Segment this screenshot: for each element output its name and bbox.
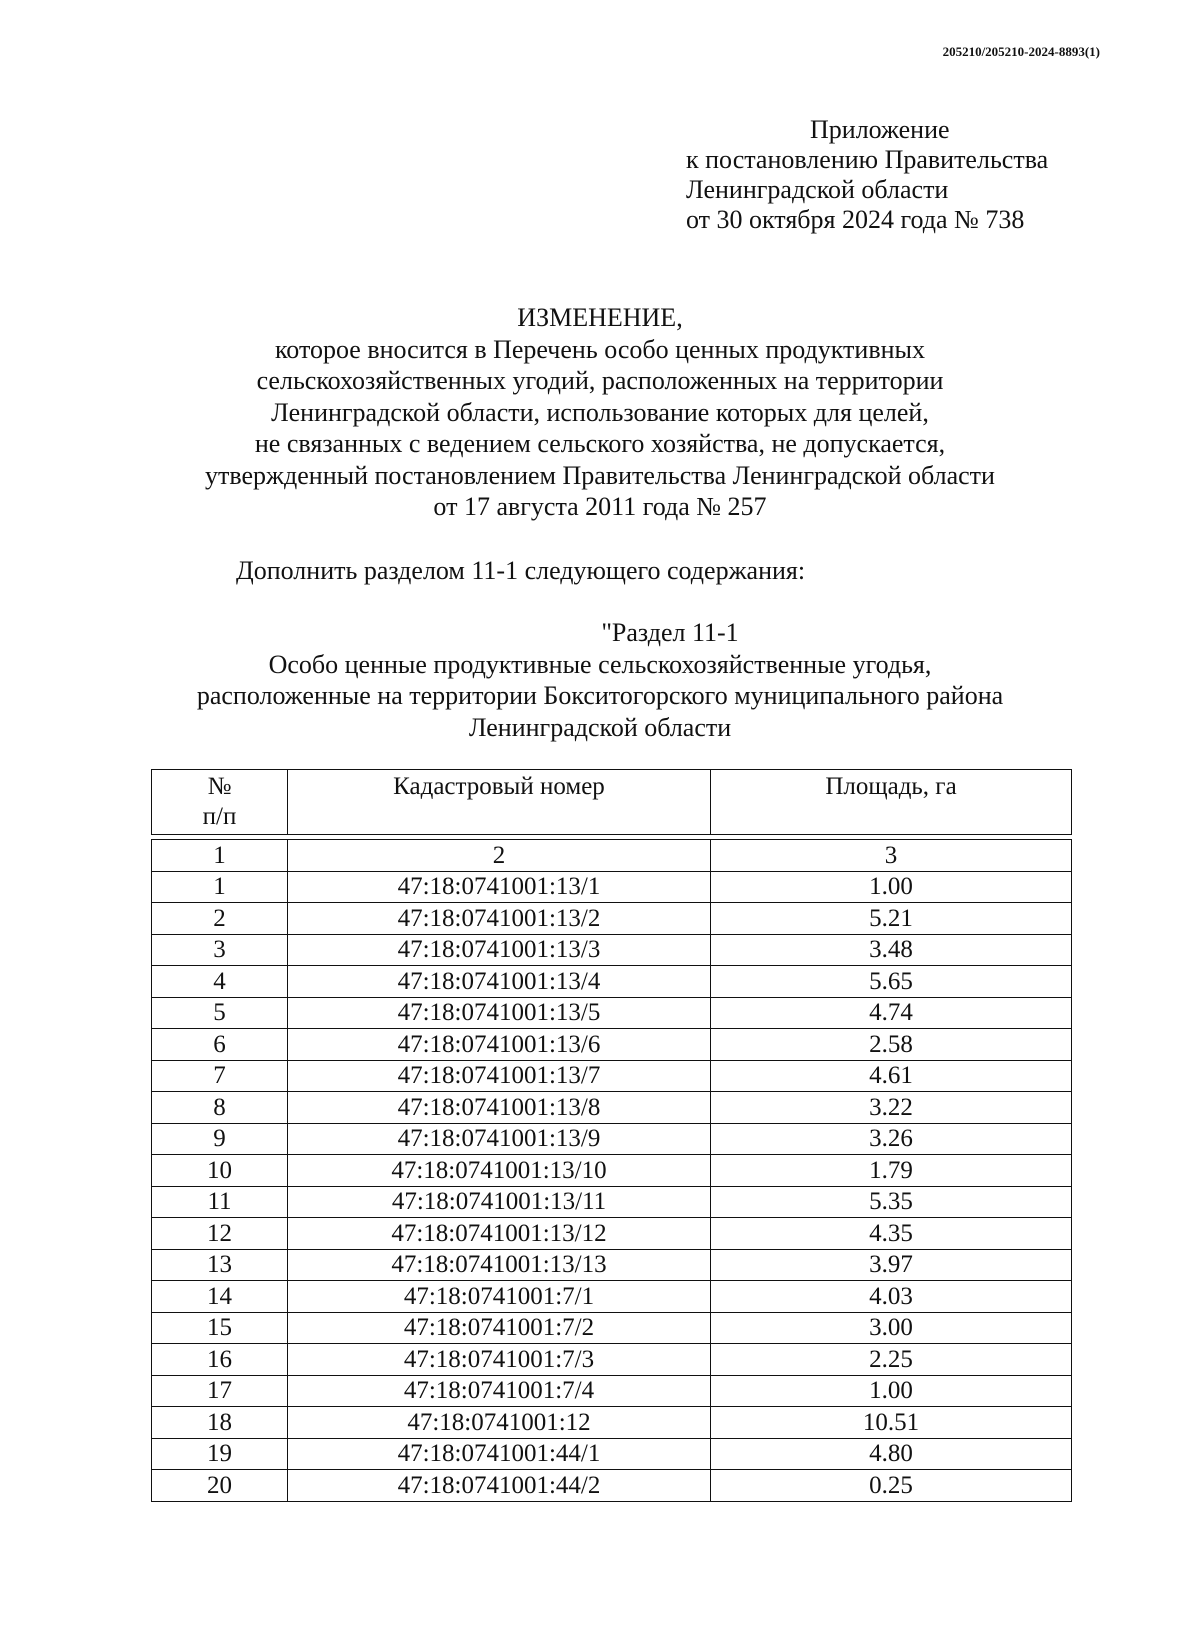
cadastral-number: 47:18:0741001:7/4	[288, 1375, 711, 1407]
table-row	[152, 1249, 1072, 1281]
title-line: которое вносится в Перечень особо ценных продуктивных	[275, 334, 925, 364]
area-value: 0.25	[711, 1470, 1072, 1502]
row-number: 14	[152, 1281, 288, 1313]
area-value: 5.21	[711, 903, 1072, 935]
cadastral-number: 47:18:0741001:13/2	[288, 903, 711, 935]
row-number: 13	[152, 1249, 288, 1281]
table-row	[152, 1029, 1072, 1061]
area-value: 1.79	[711, 1155, 1072, 1187]
cadastral-number: 47:18:0741001:13/4	[288, 966, 711, 998]
area-value: 10.51	[711, 1407, 1072, 1439]
header-number-symbol: №	[207, 773, 232, 800]
area-value: 3.22	[711, 1092, 1072, 1124]
table-row	[152, 871, 1072, 903]
document-title	[100, 302, 1100, 523]
row-number: 15	[152, 1312, 288, 1344]
row-number: 1	[152, 871, 288, 903]
row-number: 7	[152, 1060, 288, 1092]
cadastral-number: 47:18:0741001:13/12	[288, 1218, 711, 1250]
table-body	[151, 839, 1072, 1502]
area-value: 3.26	[711, 1123, 1072, 1155]
cadastral-number: 47:18:0741001:13/3	[288, 934, 711, 966]
section-title	[100, 617, 1100, 743]
cadastral-number: 47:18:0741001:13/7	[288, 1060, 711, 1092]
section-heading: "Раздел 11-1	[601, 618, 739, 647]
cadastral-number: 47:18:0741001:13/5	[288, 997, 711, 1029]
table-row	[152, 1123, 1072, 1155]
area-value: 4.35	[711, 1218, 1072, 1250]
column-number: 2	[288, 840, 711, 872]
column-number: 1	[152, 840, 288, 872]
cadastral-number: 47:18:0741001:44/2	[288, 1470, 711, 1502]
table-row	[152, 966, 1072, 998]
area-value: 2.58	[711, 1029, 1072, 1061]
title-line: не связанных с ведением сельского хозяйства, не допускается,	[254, 429, 946, 458]
table-row	[152, 1281, 1072, 1313]
area-value: 3.97	[711, 1249, 1072, 1281]
row-number: 2	[152, 903, 288, 935]
area-value: 3.00	[711, 1312, 1072, 1344]
section-line: Особо ценные продуктивные сельскохозяйственные угодья,	[268, 649, 932, 679]
area-value: 5.65	[711, 966, 1072, 998]
row-number: 19	[152, 1438, 288, 1470]
row-number: 3	[152, 934, 288, 966]
header-area: Площадь, га	[711, 770, 1072, 835]
cadastral-number: 47:18:0741001:13/10	[288, 1155, 711, 1187]
title-line: от 17 августа 2011 года № 257	[433, 492, 767, 521]
cadastral-number: 47:18:0741001:7/1	[288, 1281, 711, 1313]
row-number: 16	[152, 1344, 288, 1376]
supplement-text: Дополнить разделом 11-1 следующего содержания:	[236, 556, 806, 585]
area-value: 4.74	[711, 997, 1072, 1029]
cadastral-number: 47:18:0741001:13/11	[288, 1186, 711, 1218]
section-line: Ленинградской области	[468, 712, 732, 742]
row-number: 17	[152, 1375, 288, 1407]
area-value: 3.48	[711, 934, 1072, 966]
table-row	[152, 1060, 1072, 1092]
area-value: 4.61	[711, 1060, 1072, 1092]
table-row	[152, 1407, 1072, 1439]
cadastral-number: 47:18:0741001:7/2	[288, 1312, 711, 1344]
table-row	[152, 1218, 1072, 1250]
title-heading: ИЗМЕНЕНИЕ,	[517, 303, 683, 332]
cadastral-number: 47:18:0741001:44/1	[288, 1438, 711, 1470]
cadastral-number: 47:18:0741001:13/9	[288, 1123, 711, 1155]
area-value: 1.00	[711, 871, 1072, 903]
table-row	[152, 997, 1072, 1029]
title-line: утвержденный постановлением Правительства Ленинградской области	[205, 460, 995, 490]
land-plots-table	[151, 769, 1071, 1502]
row-number: 12	[152, 1218, 288, 1250]
table-row	[152, 1155, 1072, 1187]
row-number: 9	[152, 1123, 288, 1155]
table-row	[152, 1092, 1072, 1124]
row-number: 10	[152, 1155, 288, 1187]
table-row	[152, 903, 1072, 935]
document-code: 205210/205210-2024-8893(1)	[942, 44, 1100, 59]
section-line: расположенные на территории Бокситогорского муниципального района	[196, 681, 1004, 710]
title-line: сельскохозяйственных угодий, расположенных на территории	[256, 366, 944, 395]
table-row	[152, 1312, 1072, 1344]
row-number: 20	[152, 1470, 288, 1502]
header-cadastral: Кадастровый номер	[288, 770, 711, 835]
row-number: 5	[152, 997, 288, 1029]
appendix-title: Приложение	[810, 115, 950, 144]
table-header	[151, 769, 1072, 835]
column-number: 3	[711, 840, 1072, 872]
appendix-line: от 30 октября 2024 года № 738	[686, 205, 1025, 234]
row-number: 8	[152, 1092, 288, 1124]
row-number: 6	[152, 1029, 288, 1061]
cadastral-number: 47:18:0741001:13/13	[288, 1249, 711, 1281]
title-line: Ленинградской области, использование которых для целей,	[271, 397, 929, 427]
appendix-line: Ленинградской области	[686, 175, 949, 204]
cadastral-number: 47:18:0741001:13/1	[288, 871, 711, 903]
area-value: 4.03	[711, 1281, 1072, 1313]
table-row	[152, 1344, 1072, 1376]
header-number	[152, 770, 288, 835]
row-number: 4	[152, 966, 288, 998]
area-value: 1.00	[711, 1375, 1072, 1407]
appendix-line: к постановлению Правительства	[686, 145, 1049, 174]
appendix-block	[686, 115, 1126, 235]
row-number: 11	[152, 1186, 288, 1218]
cadastral-number: 47:18:0741001:13/6	[288, 1029, 711, 1061]
column-number-row	[152, 840, 1072, 872]
cadastral-number: 47:18:0741001:12	[288, 1407, 711, 1439]
header-row	[152, 770, 1072, 835]
cadastral-number: 47:18:0741001:7/3	[288, 1344, 711, 1376]
table-row	[152, 1438, 1072, 1470]
table-row	[152, 1186, 1072, 1218]
row-number: 18	[152, 1407, 288, 1439]
table-row	[152, 1375, 1072, 1407]
table-row	[152, 934, 1072, 966]
table-row	[152, 1470, 1072, 1502]
cadastral-number: 47:18:0741001:13/8	[288, 1092, 711, 1124]
header-number-label: п/п	[202, 803, 237, 830]
area-value: 5.35	[711, 1186, 1072, 1218]
area-value: 4.80	[711, 1438, 1072, 1470]
area-value: 2.25	[711, 1344, 1072, 1376]
